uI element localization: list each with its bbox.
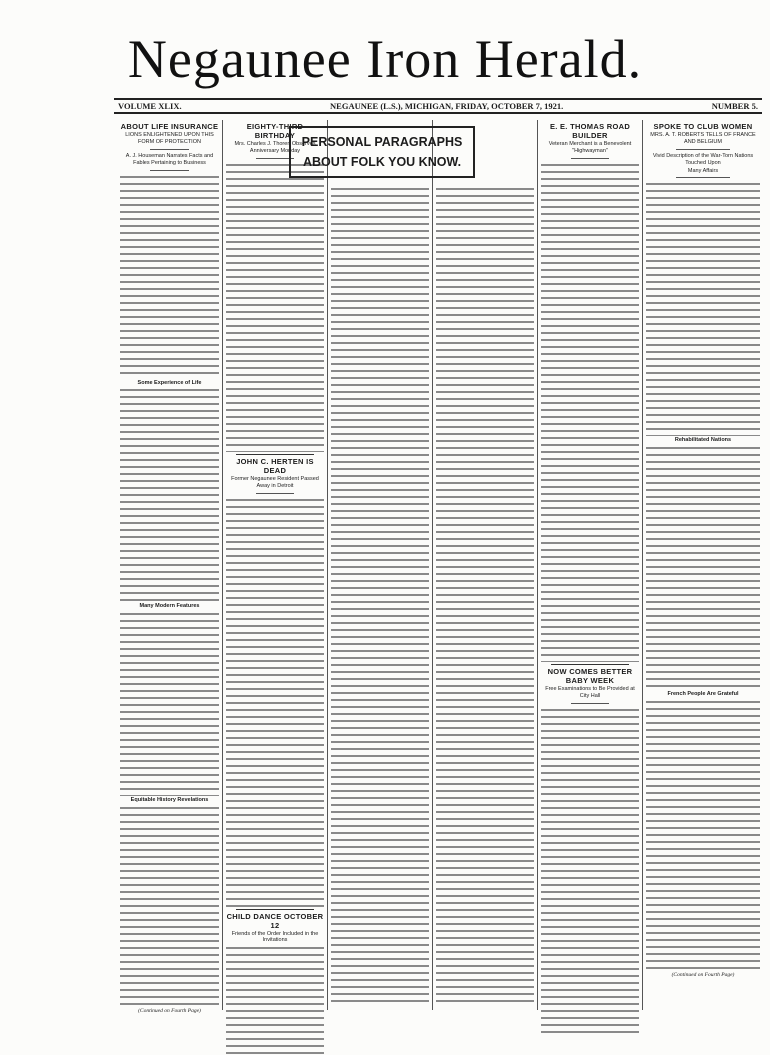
article-subhead: Former Negaunee Resident Passed Away in Detroit — [231, 475, 319, 489]
article-headline: EIGHTY-THIRD BIRTHDAY — [246, 122, 304, 140]
box-heading-line: PERSONAL PARAGRAPHS — [301, 135, 463, 149]
column-life-insurance — [117, 120, 222, 1015]
continued-note: (Continued on Fourth Page) — [138, 1008, 201, 1015]
article-headline: JOHN C. HERTEN IS DEAD — [236, 456, 314, 475]
body-text — [120, 387, 219, 602]
column-personals-right — [433, 186, 537, 1010]
divider — [571, 158, 609, 159]
divider — [150, 170, 189, 171]
article-subhead: LIONS ENLIGHTENED UPON THIS FORM OF PROTECTION — [125, 132, 214, 145]
article-subhead: Vivid Description of the War-Torn Nations Touched Upon — [652, 152, 754, 166]
divider — [571, 703, 609, 704]
body-text — [226, 945, 324, 1055]
body-text — [226, 497, 324, 907]
personal-paragraphs-heading — [289, 126, 475, 178]
body-text — [226, 162, 324, 452]
divider — [236, 909, 314, 910]
section-heading: French People Are Grateful — [667, 691, 739, 698]
divider — [256, 493, 294, 494]
dateline-bar — [114, 98, 762, 114]
body-text — [646, 445, 760, 690]
article-subhead: Free Examinations to Be Provided at City Hall — [545, 685, 635, 699]
masthead-title: Negaunee Iron Herald. — [127, 29, 643, 89]
issue-number: NUMBER 5. — [711, 101, 758, 111]
article-subhead: Veteran Merchant is a Benevolent "Highwayman" — [548, 141, 632, 154]
article-headline: NOW COMES BETTER BABY WEEK — [547, 666, 633, 685]
volume-label: VOLUME XLIX. — [118, 101, 182, 111]
article-headline: CHILD DANCE OCTOBER 12 — [226, 911, 324, 930]
column-club-women — [643, 120, 763, 1010]
article-headline: ABOUT LIFE INSURANCE — [120, 122, 219, 131]
divider — [551, 664, 629, 665]
article-subhead: MRS. A. T. ROBERTS TELLS OF FRANCE AND BELGIUM — [650, 132, 756, 145]
article-subhead: A. J. Houseman Narrates Facts and Fables Pertaining to Business — [125, 152, 214, 166]
section-heading: Equitable History Revelations — [130, 797, 209, 804]
article-headline: SPOKE TO CLUB WOMEN — [653, 122, 753, 131]
divider — [150, 149, 189, 150]
body-text — [331, 186, 429, 1006]
divider — [236, 454, 314, 455]
body-text — [436, 186, 534, 1006]
body-text — [541, 162, 639, 662]
article-subhead: Friends of the Order Included in the Invitations — [231, 930, 319, 944]
place-date: NEGAUNEE (L.S.), MICHIGAN, FRIDAY, OCTOBER 7, 1921. — [330, 101, 564, 111]
section-heading: Rehabilitated Nations — [674, 437, 732, 444]
body-text — [646, 699, 760, 969]
body-text — [120, 805, 219, 1005]
box-heading-line: ABOUT FOLK YOU KNOW. — [302, 155, 462, 169]
body-text — [541, 707, 639, 1037]
divider — [676, 149, 730, 150]
article-subhead: Many Affairs — [687, 167, 719, 174]
body-text — [120, 174, 219, 379]
divider — [676, 177, 730, 178]
column-birthday — [223, 120, 327, 1010]
body-text — [120, 611, 219, 796]
article-headline: E. E. THOMAS ROAD BUILDER — [549, 122, 631, 140]
continued-note: (Continued on Fourth Page) — [671, 972, 735, 979]
section-heading: Many Modern Features — [139, 603, 200, 610]
column-personals-left — [328, 186, 432, 1010]
column-road-builder — [538, 120, 642, 1010]
section-heading: Some Experience of Life — [137, 379, 202, 386]
article-subhead: Mrs. Charles J. Thoren Observes Anniversary Monday — [234, 141, 316, 154]
body-text — [646, 181, 760, 436]
